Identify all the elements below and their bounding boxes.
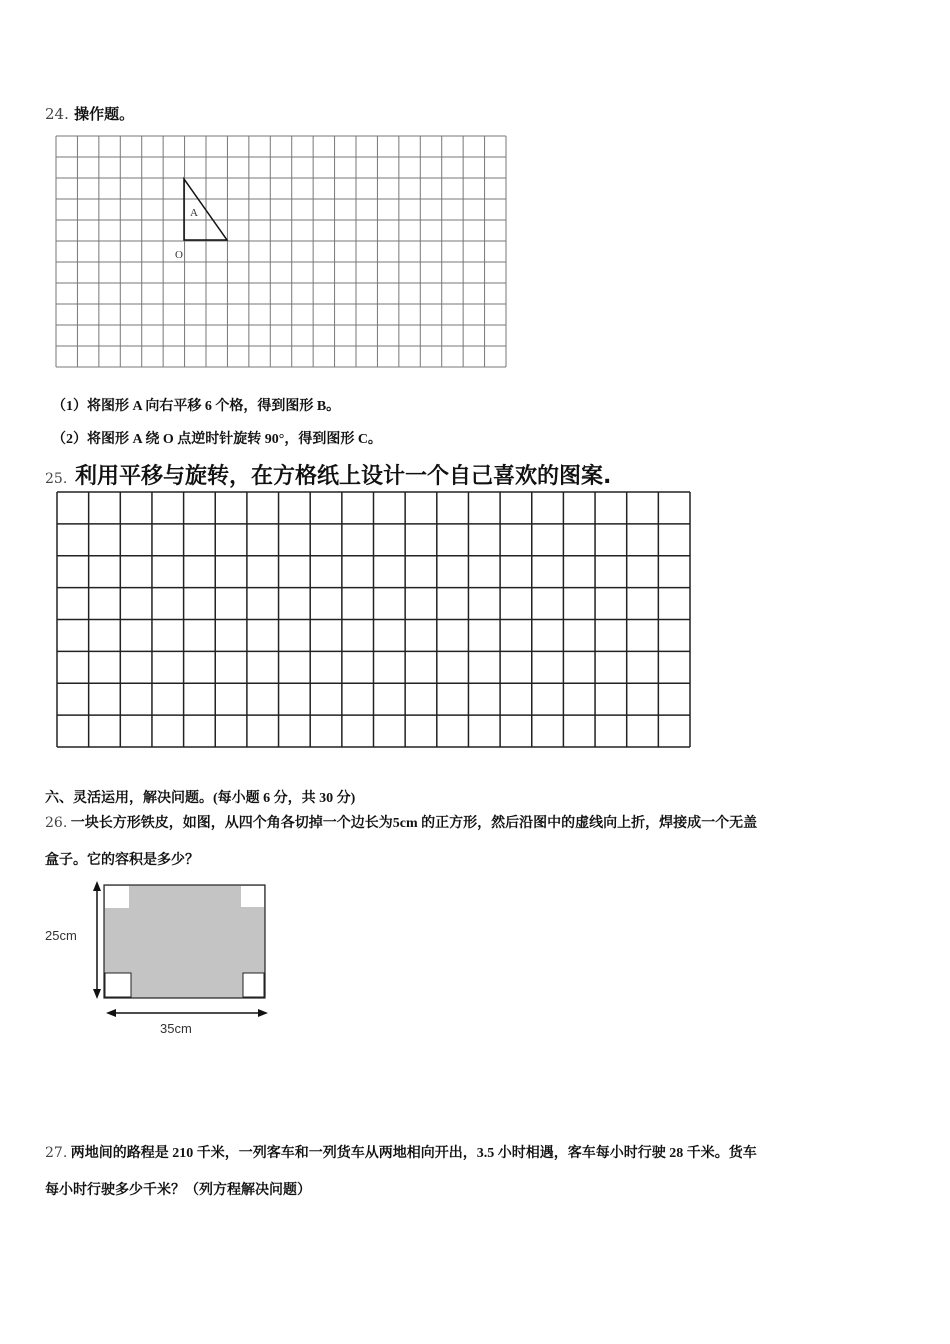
question-number: 26. bbox=[45, 815, 68, 831]
grid-paper-q24 bbox=[56, 136, 506, 367]
corner-square bbox=[241, 886, 264, 907]
corner-square bbox=[105, 886, 129, 908]
corner-square bbox=[243, 973, 264, 997]
height-label: 25cm bbox=[45, 928, 77, 943]
grid-paper-q25 bbox=[57, 492, 690, 747]
question-27-line-2: 每小时行驶多少千米？（列方程解决问题） bbox=[45, 1183, 311, 1198]
point-o-label: O bbox=[175, 249, 183, 261]
iron-sheet-diagram bbox=[45, 881, 268, 1036]
question-text: 两地间的路程是 210 千米，一列客车和一列货车从两地相向开出，3.5 小时相遇，客车每小时行驶 28 千米。货车 bbox=[70, 1146, 757, 1161]
width-label: 35cm bbox=[160, 1021, 192, 1036]
question-27-line-1 bbox=[45, 1142, 757, 1162]
question-number: 24. bbox=[45, 105, 69, 123]
question-text: 一块长方形铁皮，如图，从四个角各切掉一个边长为5cm 的正方形，然后沿图中的虚线向上折，焊接成一个无盖 bbox=[70, 816, 758, 831]
triangle-label: A bbox=[190, 207, 198, 219]
question-title-text: 利用平移与旋转，在方格纸上设计一个自己喜欢的图案. bbox=[74, 464, 612, 489]
section-6-heading: 六、灵活运用，解决问题。(每小题 6 分，共 30 分) bbox=[45, 791, 356, 806]
question-number: 25. bbox=[45, 471, 68, 487]
question-number: 27. bbox=[45, 1145, 68, 1161]
question-26-line-2: 盒子。它的容积是多少？ bbox=[45, 853, 199, 868]
question-25-title bbox=[45, 459, 611, 490]
q24-part-1: （1）将图形 A 向右平移 6 个格，得到图形 B。 bbox=[52, 399, 341, 414]
q24-part-2: （2）将图形 A 绕 O 点逆时针旋转 90°，得到图形 C。 bbox=[52, 432, 382, 447]
question-title-text: 操作题。 bbox=[74, 105, 135, 123]
corner-square bbox=[105, 973, 131, 997]
question-26-line-1 bbox=[45, 812, 757, 832]
